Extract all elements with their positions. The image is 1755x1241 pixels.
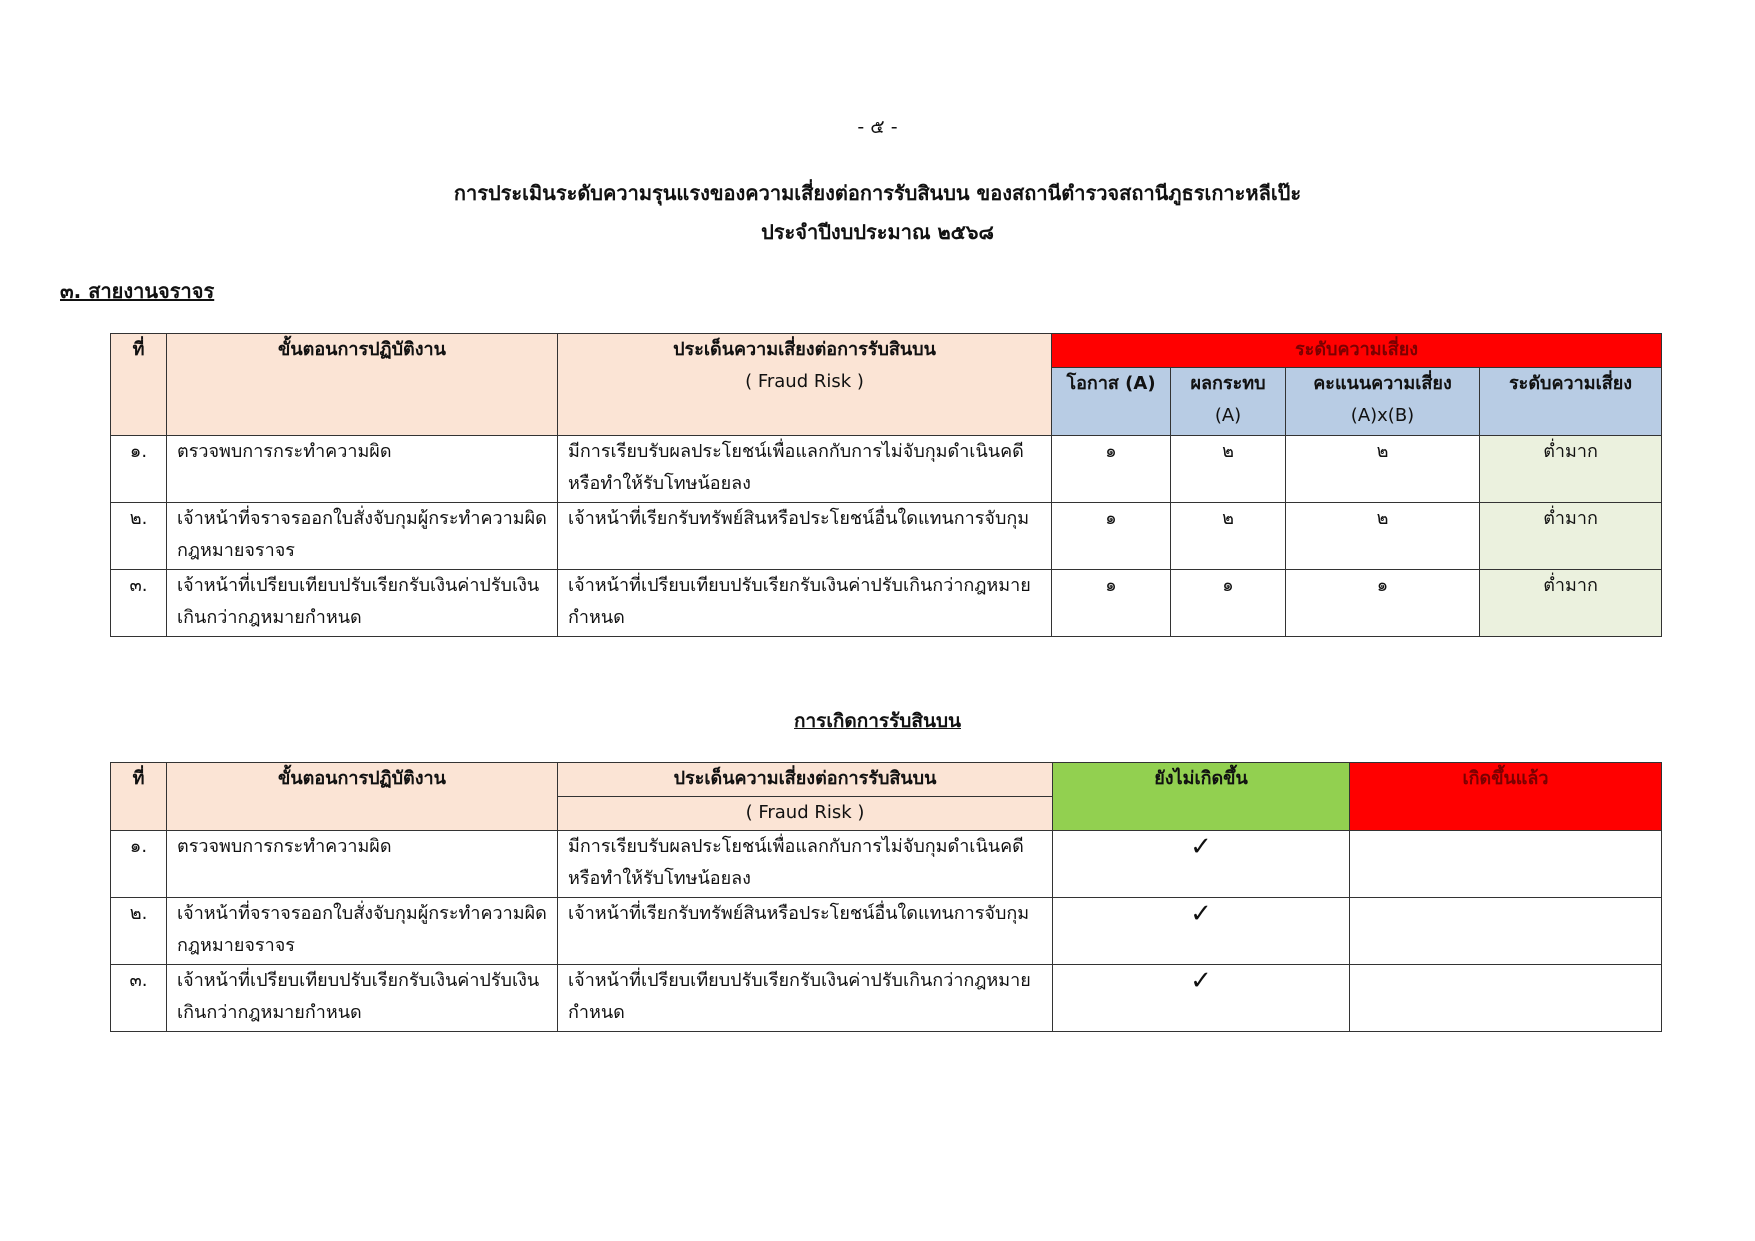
header-score-line2: (A)x(B) xyxy=(1350,405,1415,426)
row-step: ตรวจพบการกระทำความผิด xyxy=(167,831,558,898)
page-subtitle: ประจำปีงบประมาณ ๒๕๖๘ xyxy=(761,220,994,244)
check-mark-icon: ✓ xyxy=(1053,965,1350,1032)
row-issue: เจ้าหน้าที่เรียกรับทรัพย์สินหรือประโยชน์อื่นใดแทนการจับกุม xyxy=(558,898,1053,965)
header-issue-line1: ประเด็นความเสี่ยงต่อการรับสินบน xyxy=(558,763,1053,797)
row-occurred xyxy=(1350,898,1662,965)
section-heading: ๓. สายงานจราจร xyxy=(60,279,215,303)
row-level: ต่ำมาก xyxy=(1480,570,1662,637)
row-no: ๑. xyxy=(111,831,167,898)
header-impact xyxy=(1171,368,1286,436)
row-impact: ๑ xyxy=(1171,570,1286,637)
risk-assessment-table xyxy=(110,333,1662,637)
row-issue: เจ้าหน้าที่เปรียบเทียบปรับเรียกรับเงินค่าปรับเกินกว่ากฎหมายกำหนด xyxy=(558,570,1052,637)
header-chance: โอกาส (A) xyxy=(1052,368,1171,436)
header-impact-line2: (A) xyxy=(1214,405,1242,426)
sub-heading: การเกิดการรับสินบน xyxy=(794,710,961,732)
row-issue: มีการเรียบรับผลประโยชน์เพื่อแลกกับการไม่จับกุมดำเนินคดีหรือทำให้รับโทษน้อยลง xyxy=(558,436,1052,503)
page-number: - ๕ - xyxy=(857,116,898,138)
check-mark-icon: ✓ xyxy=(1053,898,1350,965)
row-occurred xyxy=(1350,965,1662,1032)
row-no: ๒. xyxy=(111,898,167,965)
table-row xyxy=(111,965,1662,1032)
header-risk-group: ระดับความเสี่ยง xyxy=(1052,334,1662,368)
header-not-yet: ยังไม่เกิดขึ้น xyxy=(1053,763,1350,831)
row-occurred xyxy=(1350,831,1662,898)
row-chance: ๑ xyxy=(1052,570,1171,637)
table-row xyxy=(111,436,1662,503)
header-level: ระดับความเสี่ยง xyxy=(1480,368,1662,436)
row-no: ๓. xyxy=(111,570,167,637)
table-row xyxy=(111,898,1662,965)
table-row xyxy=(111,831,1662,898)
row-chance: ๑ xyxy=(1052,436,1171,503)
header-no: ที่ xyxy=(111,334,167,436)
header-score-line1: คะแนนความเสี่ยง xyxy=(1313,373,1452,394)
row-step: เจ้าหน้าที่เปรียบเทียบปรับเรียกรับเงินค่าปรับเงินเกินกว่ากฎหมายกำหนด xyxy=(167,965,558,1032)
row-no: ๓. xyxy=(111,965,167,1032)
page-title: การประเมินระดับความรุนแรงของความเสี่ยงต่อการรับสินบน ของสถานีตำรวจสถานีภูธรเกาะหลีเป๊ะ xyxy=(453,181,1302,205)
header-issue-line1: ประเด็นความเสี่ยงต่อการรับสินบน xyxy=(673,339,936,360)
row-step: เจ้าหน้าที่เปรียบเทียบปรับเรียกรับเงินค่าปรับเงินเกินกว่ากฎหมายกำหนด xyxy=(167,570,558,637)
row-score: ๒ xyxy=(1286,503,1480,570)
row-issue: มีการเรียบรับผลประโยชน์เพื่อแลกกับการไม่จับกุมดำเนินคดีหรือทำให้รับโทษน้อยลง xyxy=(558,831,1053,898)
row-issue: เจ้าหน้าที่เรียกรับทรัพย์สินหรือประโยชน์อื่นใดแทนการจับกุม xyxy=(558,503,1052,570)
row-score: ๑ xyxy=(1286,570,1480,637)
row-level: ต่ำมาก xyxy=(1480,436,1662,503)
row-level: ต่ำมาก xyxy=(1480,503,1662,570)
header-impact-line1: ผลกระทบ xyxy=(1190,373,1266,394)
row-step: ตรวจพบการกระทำความผิด xyxy=(167,436,558,503)
row-score: ๒ xyxy=(1286,436,1480,503)
table-row xyxy=(111,570,1662,637)
row-no: ๒. xyxy=(111,503,167,570)
header-step-label: ขั้นตอนการปฏิบัติงาน xyxy=(278,339,446,360)
row-impact: ๒ xyxy=(1171,503,1286,570)
bribe-occurrence-table xyxy=(110,762,1662,1032)
table-row xyxy=(111,503,1662,570)
header-step: ขั้นตอนการปฏิบัติงาน xyxy=(167,763,558,831)
row-chance: ๑ xyxy=(1052,503,1171,570)
header-occurred: เกิดขึ้นแล้ว xyxy=(1350,763,1662,831)
row-impact: ๒ xyxy=(1171,436,1286,503)
header-score xyxy=(1286,368,1480,436)
header-issue xyxy=(558,334,1052,436)
row-step: เจ้าหน้าที่จราจรออกใบสั่งจับกุมผู้กระทำความผิดกฎหมายจราจร xyxy=(167,898,558,965)
header-step xyxy=(167,334,558,436)
header-issue-line2: ( Fraud Risk ) xyxy=(558,797,1053,831)
row-issue: เจ้าหน้าที่เปรียบเทียบปรับเรียกรับเงินค่าปรับเกินกว่ากฎหมายกำหนด xyxy=(558,965,1053,1032)
row-no: ๑. xyxy=(111,436,167,503)
check-mark-icon: ✓ xyxy=(1053,831,1350,898)
row-step: เจ้าหน้าที่จราจรออกใบสั่งจับกุมผู้กระทำความผิดกฎหมายจราจร xyxy=(167,503,558,570)
header-issue-line2: ( Fraud Risk ) xyxy=(745,371,864,392)
header-no: ที่ xyxy=(111,763,167,831)
